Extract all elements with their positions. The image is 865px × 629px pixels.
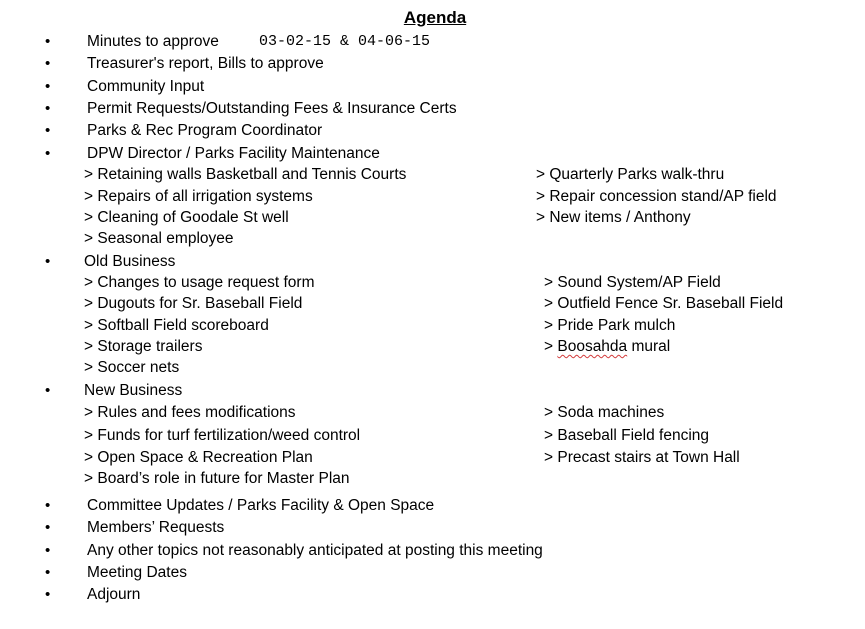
old-business-subitem: > Changes to usage request form [84,274,315,291]
agenda-item-old-business: Old Business [84,253,176,270]
old-business-subitem-right [544,338,670,356]
agenda-item-minutes [87,33,431,51]
old-business-subitem: > Storage trailers [84,338,203,355]
agenda-item-permit: Permit Requests/Outstanding Fees & Insurance Certs [87,100,457,117]
agenda-item-treasurer: Treasurer's report, Bills to approve [87,55,324,72]
bullet-new-business: • [45,382,51,399]
bullet-other-topics: • [45,542,51,559]
agenda-item-new-business: New Business [84,382,183,399]
bullet-treasurer: • [45,55,51,72]
old-business-subitem: > Soccer nets [84,359,180,376]
new-business-subitem: > Open Space & Recreation Plan [84,449,313,466]
bullet-old-business: • [45,253,51,270]
new-business-subitem-right: > Precast stairs at Town Hall [544,449,740,466]
new-business-subitem-right: > Soda machines [544,404,665,421]
dpw-subitem: > Cleaning of Goodale St well [84,209,289,226]
agenda-item-adjourn: Adjourn [87,586,141,603]
dpw-subitem-right: > New items / Anthony [536,209,691,226]
dpw-subitem-right: > Quarterly Parks walk-thru [536,166,725,183]
agenda-item-community: Community Input [87,78,205,95]
bullet-community: • [45,78,51,95]
bullet-committee: • [45,497,51,514]
dpw-subitem: > Seasonal employee [84,230,234,247]
dpw-subitem-right: > Repair concession stand/AP field [536,188,777,205]
old-business-subitem-right: > Pride Park mulch [544,317,676,334]
old-business-subitem-right: > Sound System/AP Field [544,274,721,291]
agenda-item-meeting-dates: Meeting Dates [87,564,187,581]
new-business-subitem: > Funds for turf fertilization/weed control [84,427,361,444]
agenda-item-dpw: DPW Director / Parks Facility Maintenance [87,145,380,162]
old-business-subitem-right: > Outfield Fence Sr. Baseball Field [544,295,784,312]
dpw-subitem: > Retaining walls Basketball and Tennis Courts [84,166,407,183]
minutes-dates: 03-02-15 & 04-06-15 [259,33,431,50]
bullet-members: • [45,519,51,536]
new-business-subitem: > Rules and fees modifications [84,404,296,421]
old-business-subitem: > Dugouts for Sr. Baseball Field [84,295,303,312]
new-business-subitem-right: > Baseball Field fencing [544,427,710,444]
minutes-label: Minutes to approve [87,33,219,50]
agenda-item-committee: Committee Updates / Parks Facility & Open Space [87,497,435,514]
bullet-adjourn: • [45,586,51,603]
dpw-subitem: > Repairs of all irrigation systems [84,188,313,205]
old-business-prefix: > [544,338,558,355]
agenda-item-parks-rec: Parks & Rec Program Coordinator [87,122,323,139]
bullet-minutes: • [45,33,51,50]
bullet-meeting-dates: • [45,564,51,581]
new-business-subitem: > Board’s role in future for Master Plan [84,470,350,487]
agenda-item-members: Members’ Requests [87,519,225,536]
bullet-parks-rec: • [45,122,51,139]
agenda-item-other-topics: Any other topics not reasonably anticipated at posting this meeting [87,542,543,559]
bullet-permit: • [45,100,51,117]
old-business-subitem: > Softball Field scoreboard [84,317,269,334]
bullet-dpw: • [45,145,51,162]
misspelled-word: Boosahda [557,338,628,355]
agenda-title: Agenda [403,8,467,27]
old-business-suffix: mural [627,338,671,355]
